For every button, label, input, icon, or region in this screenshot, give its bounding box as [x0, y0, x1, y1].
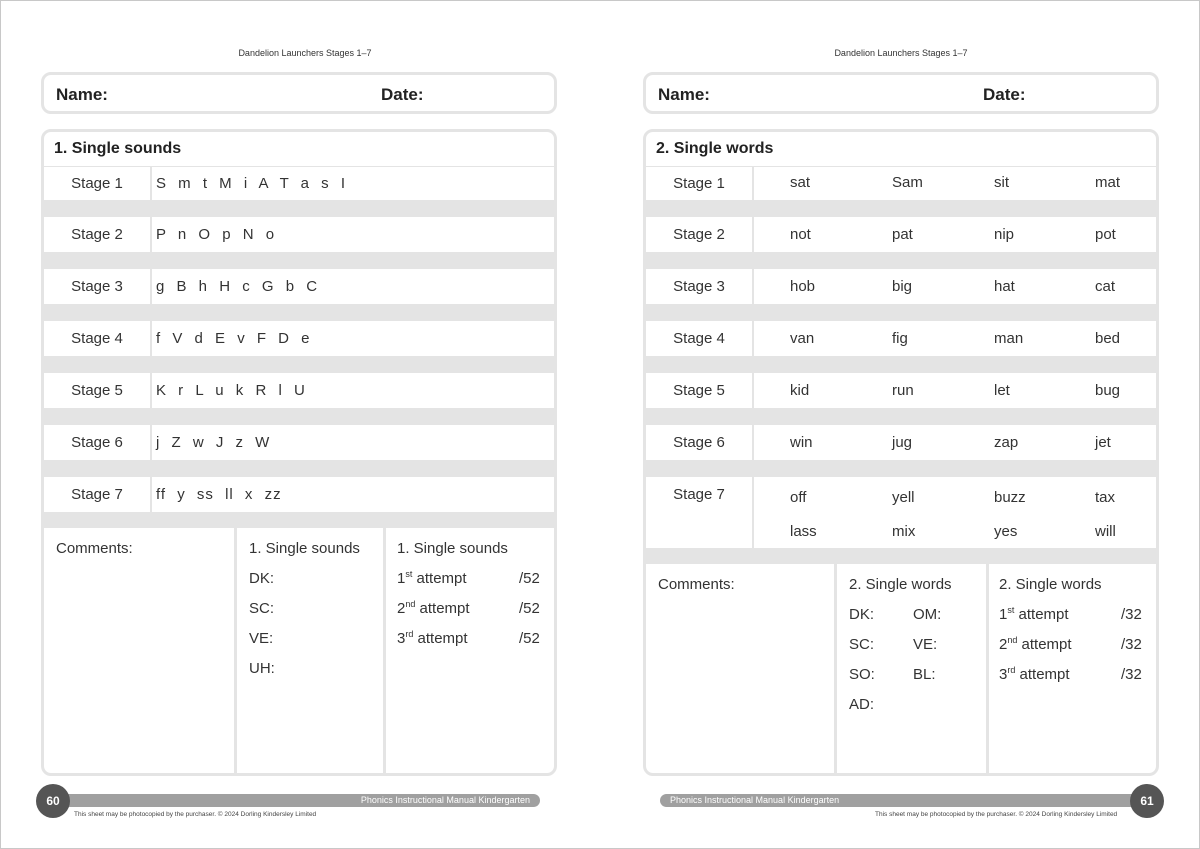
word: run — [892, 382, 914, 399]
row-divider — [44, 356, 554, 372]
stage-sounds: S m t M i A T a s I — [156, 175, 346, 192]
word: mix — [892, 523, 916, 540]
stage-label: Stage 4 — [44, 321, 152, 356]
column-divider — [834, 564, 837, 776]
row-divider — [44, 512, 554, 528]
stage-row — [44, 268, 554, 304]
word: let — [994, 382, 1010, 399]
word: fig — [892, 330, 908, 347]
attempt-label: 3rd attempt — [397, 629, 468, 647]
stage-row — [44, 372, 554, 408]
stage-row — [646, 424, 1156, 460]
footer-bar: Phonics Instructional Manual Kindergarten — [660, 794, 1150, 807]
word: pot — [1095, 226, 1116, 243]
code-label: VE: — [913, 636, 938, 653]
code-label: AD: — [849, 696, 875, 713]
stage-label: Stage 5 — [646, 373, 754, 408]
attempt-score: /32 — [1121, 636, 1142, 653]
footer-bar: Phonics Instructional Manual Kindergarten — [52, 794, 540, 807]
code-label: BL: — [913, 666, 936, 683]
name-label: Name: — [658, 85, 710, 104]
stage-row — [44, 216, 554, 252]
row-divider — [646, 356, 1156, 372]
word: lass — [790, 523, 817, 540]
attempt-score: /52 — [519, 600, 540, 617]
word: sat — [790, 174, 811, 191]
stage-row — [646, 320, 1156, 356]
codes-title: 1. Single sounds — [249, 540, 360, 557]
word: man — [994, 330, 1024, 347]
attempts-title: 1. Single sounds — [397, 540, 508, 557]
stage-label: Stage 1 — [646, 167, 754, 200]
code-label: OM: — [913, 606, 942, 623]
single-sounds-box — [41, 129, 557, 776]
word: win — [790, 434, 813, 451]
attempts-title: 2. Single words — [999, 576, 1102, 593]
row-divider — [646, 200, 1156, 216]
code-label: VE: — [249, 630, 274, 647]
row-divider — [44, 304, 554, 320]
stage-row — [646, 372, 1156, 408]
stage-label: Stage 5 — [44, 373, 152, 408]
word: Sam — [892, 174, 923, 191]
stage-row — [44, 424, 554, 460]
row-divider — [44, 460, 554, 476]
attempt-label: 3rd attempt — [999, 665, 1070, 683]
stage-row — [646, 476, 1156, 548]
name-label: Name: — [56, 85, 108, 104]
stage-row — [44, 166, 554, 200]
comments-label: Comments: — [658, 576, 735, 593]
page-number: 61 — [1130, 784, 1164, 818]
word: big — [892, 278, 913, 295]
stage-row — [44, 320, 554, 356]
stage-row — [646, 216, 1156, 252]
section-title: 2. Single words — [656, 140, 774, 157]
stage-label: Stage 7 — [646, 477, 754, 548]
word: van — [790, 330, 815, 347]
word: yes — [994, 523, 1018, 540]
word: mat — [1095, 174, 1121, 191]
stage-label: Stage 6 — [44, 425, 152, 460]
word: cat — [1095, 278, 1116, 295]
stage-label: Stage 2 — [646, 217, 754, 252]
row-divider — [44, 408, 554, 424]
stage-label: Stage 3 — [44, 269, 152, 304]
word: jet — [1095, 434, 1111, 451]
row-divider — [646, 408, 1156, 424]
word: buzz — [994, 489, 1026, 506]
stage-label: Stage 1 — [44, 167, 152, 200]
word: hat — [994, 278, 1015, 295]
stage-label: Stage 3 — [646, 269, 754, 304]
stage-sounds: j Z w J z W — [156, 434, 271, 451]
stage-sounds: P n O p N o — [156, 226, 276, 243]
date-label: Date: — [381, 85, 424, 104]
row-divider — [646, 304, 1156, 320]
stage-label: Stage 2 — [44, 217, 152, 252]
stage-sounds: f V d E v F D e — [156, 330, 311, 347]
attempt-label: 2nd attempt — [999, 635, 1072, 653]
word: jug — [892, 434, 913, 451]
single-words-box — [643, 129, 1159, 776]
attempt-score: /32 — [1121, 606, 1142, 623]
word: tax — [1095, 489, 1116, 506]
attempt-label: 1st attempt — [999, 605, 1069, 623]
attempt-score: /52 — [519, 570, 540, 587]
column-divider — [383, 528, 386, 776]
codes-title: 2. Single words — [849, 576, 952, 593]
code-label: DK: — [249, 570, 275, 587]
stage-label: Stage 7 — [44, 477, 152, 512]
row-divider — [44, 200, 554, 216]
name-date-box — [41, 72, 557, 114]
column-divider — [234, 528, 237, 776]
row-divider — [646, 548, 1156, 564]
word: yell — [892, 489, 915, 506]
name-date-box — [643, 72, 1159, 114]
stage-row — [44, 476, 554, 512]
copyright-notice: This sheet may be photocopied by the purchaser. © 2024 Dorling Kindersley Limited — [875, 811, 1118, 818]
word: kid — [790, 382, 810, 399]
attempt-label: 2nd attempt — [397, 599, 470, 617]
code-label: SO: — [849, 666, 875, 683]
attempt-score: /32 — [1121, 666, 1142, 683]
word: sit — [994, 174, 1009, 191]
word: zap — [994, 434, 1019, 451]
stage-sounds: g B h H c G b C — [156, 278, 319, 295]
word: bed — [1095, 330, 1121, 347]
word: not — [790, 226, 811, 243]
code-label: DK: — [849, 606, 875, 623]
stage-sounds: ff y ss ll x zz — [156, 486, 282, 503]
attempt-label: 1st attempt — [397, 569, 467, 587]
stage-sounds: K r L u k R l U — [156, 382, 306, 399]
attempt-score: /52 — [519, 630, 540, 647]
copyright-notice: This sheet may be photocopied by the purchaser. © 2024 Dorling Kindersley Limited — [74, 811, 317, 818]
word: nip — [994, 226, 1015, 243]
word: hob — [790, 278, 816, 295]
column-divider — [986, 564, 989, 776]
stage-label: Stage 6 — [646, 425, 754, 460]
word: off — [790, 489, 807, 506]
word: bug — [1095, 382, 1121, 399]
row-divider — [646, 460, 1156, 476]
code-label: SC: — [249, 600, 275, 617]
stage-label: Stage 4 — [646, 321, 754, 356]
page-number: 60 — [36, 784, 70, 818]
page-header: Dandelion Launchers Stages 1–7 — [834, 48, 968, 58]
row-divider — [646, 252, 1156, 268]
comments-label: Comments: — [56, 540, 133, 557]
page-header: Dandelion Launchers Stages 1–7 — [238, 48, 372, 58]
word: will — [1095, 523, 1116, 540]
code-label: SC: — [849, 636, 875, 653]
code-label: UH: — [249, 660, 275, 677]
stage-row — [646, 268, 1156, 304]
word: pat — [892, 226, 913, 243]
stage-row — [646, 166, 1156, 200]
right-page — [600, 0, 1200, 849]
section-title: 1. Single sounds — [54, 140, 182, 157]
date-label: Date: — [983, 85, 1026, 104]
row-divider — [44, 252, 554, 268]
